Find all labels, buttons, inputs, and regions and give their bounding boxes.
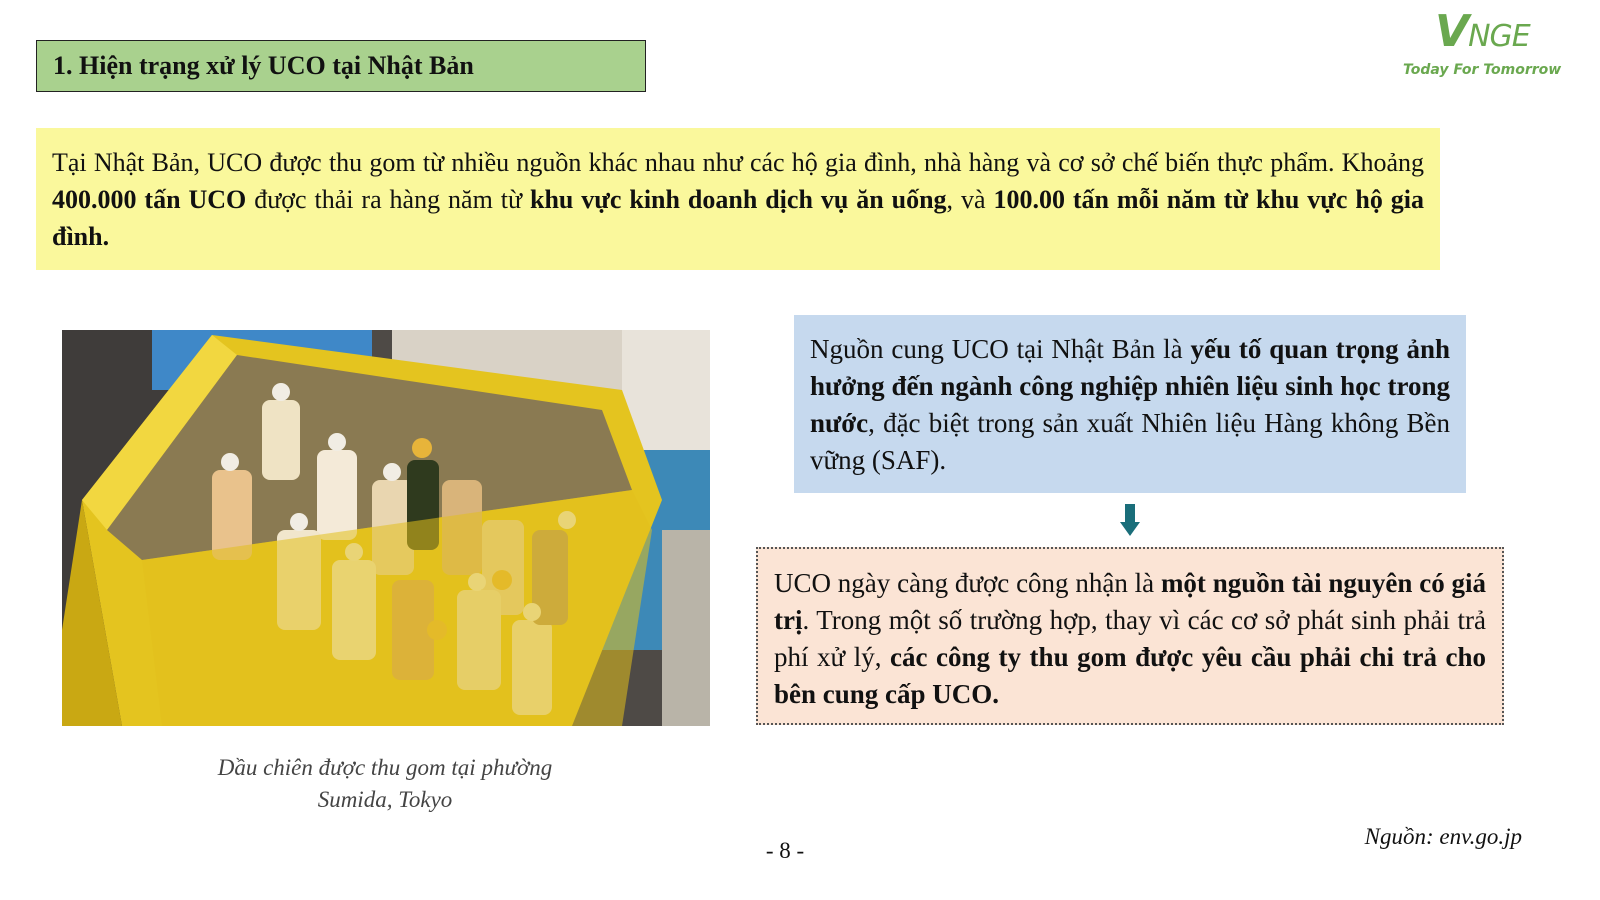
intro-paragraph-box: [36, 128, 1440, 270]
source-citation: Nguồn: env.go.jp: [1364, 824, 1522, 849]
blue-text-1: Nguồn cung UCO tại Nhật Bản là: [810, 334, 1191, 364]
intro-bold-2: khu vực kinh doanh dịch vụ ăn uống: [529, 185, 947, 214]
valuable-resource-box: [756, 547, 1504, 725]
intro-bold-3: 100.00 tấn mỗi năm từ khu vực hộ gia đình.: [52, 185, 1424, 251]
supply-importance-box: [794, 315, 1466, 493]
photo-caption-line-2: Sumida, Tokyo: [317, 787, 453, 812]
logo-mark: VNGE: [1435, 6, 1530, 57]
collected-oil-photo: [62, 330, 710, 726]
intro-bold-1: 400.000 tấn UCO: [52, 185, 247, 214]
peach-bold-1: một nguồn tài nguyên có giá trị: [774, 568, 1486, 635]
arrow-down-icon: [1120, 504, 1140, 536]
photo-caption: [130, 752, 640, 816]
photo-caption-line-1: Dầu chiên được thu gom tại phường: [217, 755, 553, 780]
peach-bold-2: các công ty thu gom được yêu cầu phải chi trả cho bên cung cấp UCO.: [774, 642, 1487, 709]
intro-text-1: Tại Nhật Bản, UCO được thu gom từ nhiều nguồn khác nhau như các hộ gia đình, nhà hàng và cơ sở chế biến thực phẩm. Khoảng: [52, 148, 1424, 177]
section-title: [36, 40, 646, 92]
peach-text-1: UCO ngày càng được công nhận là: [774, 568, 1161, 598]
blue-bold-1: yếu tố quan trọng ảnh hưởng đến ngành công nghiệp nhiên liệu sinh học trong nước: [810, 334, 1450, 438]
page-number: - 8 -: [765, 838, 805, 863]
peach-text-2: . Trong một số trường hợp, thay vì các cơ sở phát sinh phải trả phí xử lý,: [774, 605, 1486, 672]
blue-text-2: , đặc biệt trong sản xuất Nhiên liệu Hàng không Bền vững (SAF).: [810, 408, 1450, 475]
vnge-logo: [1395, 6, 1565, 86]
section-title-text: 1. Hiện trạng xử lý UCO tại Nhật Bản: [53, 51, 474, 80]
intro-text-3: , và: [946, 185, 994, 214]
intro-text-2: được thải ra hàng năm từ: [246, 185, 530, 214]
logo-tagline: Today For Tomorrow: [1403, 62, 1562, 78]
